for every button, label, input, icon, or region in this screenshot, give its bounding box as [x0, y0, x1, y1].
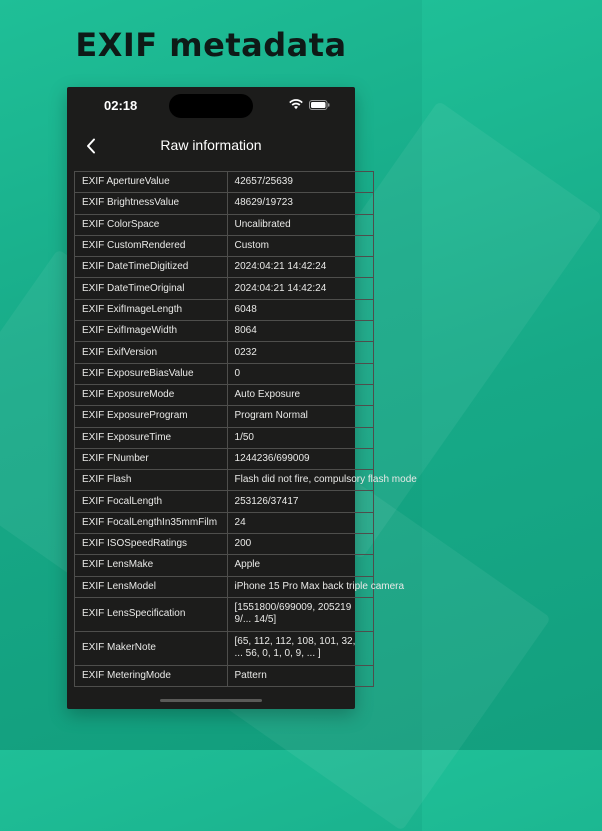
row-value: 0232 [227, 342, 373, 363]
table-row [75, 448, 374, 469]
row-value: Pattern [227, 665, 373, 686]
row-value: 8064 [227, 321, 373, 342]
table-row [75, 470, 374, 491]
table-row [75, 512, 374, 533]
row-key: EXIF FocalLength [75, 491, 228, 512]
table-row [75, 631, 374, 665]
row-key: EXIF ApertureValue [75, 172, 228, 193]
row-key: EXIF LensModel [75, 576, 228, 597]
row-key: EXIF LensMake [75, 555, 228, 576]
row-key: EXIF CustomRendered [75, 235, 228, 256]
home-indicator[interactable] [160, 699, 262, 702]
table-row [75, 342, 374, 363]
table-row [75, 534, 374, 555]
table-row [75, 257, 374, 278]
row-key: EXIF FocalLengthIn35mmFilm [75, 512, 228, 533]
table-row [75, 597, 374, 631]
row-key: EXIF ColorSpace [75, 214, 228, 235]
row-value: 24 [227, 512, 373, 533]
row-key: EXIF MakerNote [75, 631, 228, 665]
row-key: EXIF ExposureProgram [75, 406, 228, 427]
table-row [75, 665, 374, 686]
row-value: Uncalibrated [227, 214, 373, 235]
row-key: EXIF MeteringMode [75, 665, 228, 686]
row-value: 2024:04:21 14:42:24 [227, 257, 373, 278]
row-key: EXIF BrightnessValue [75, 193, 228, 214]
table-row [75, 406, 374, 427]
row-value: Program Normal [227, 406, 373, 427]
status-bar [67, 87, 355, 127]
row-value: [1551800/699009, 2052199/... 14/5] [227, 597, 373, 631]
table-row [75, 427, 374, 448]
row-value: 1244236/699009 [227, 448, 373, 469]
row-value: 42657/25639 [227, 172, 373, 193]
promo-headline: EXIF metadata [75, 26, 347, 64]
row-key: EXIF ExifVersion [75, 342, 228, 363]
table-row [75, 214, 374, 235]
table-row [75, 278, 374, 299]
table-row [75, 193, 374, 214]
metadata-table-container[interactable] [74, 171, 417, 687]
navigation-bar [67, 131, 355, 163]
table-row [75, 576, 374, 597]
row-value: 253126/37417 [227, 491, 373, 512]
status-time: 02:18 [104, 98, 138, 113]
row-key: EXIF ExifImageLength [75, 299, 228, 320]
table-row [75, 555, 374, 576]
row-value: Custom [227, 235, 373, 256]
row-key: EXIF DateTimeOriginal [75, 278, 228, 299]
battery-icon [309, 100, 330, 110]
row-key: EXIF DateTimeDigitized [75, 257, 228, 278]
dynamic-island [169, 94, 253, 118]
row-key: EXIF ExifImageWidth [75, 321, 228, 342]
table-row [75, 491, 374, 512]
table-row [75, 299, 374, 320]
row-value: Auto Exposure [227, 384, 373, 405]
row-value: 200 [227, 534, 373, 555]
row-key: EXIF ExposureTime [75, 427, 228, 448]
row-value: [65, 112, 112, 108, 101, 32, ... 56, 0, 1, 0, 9, ... ] [227, 631, 373, 665]
row-key: EXIF LensSpecification [75, 597, 228, 631]
metadata-table [74, 171, 417, 687]
wifi-icon [289, 99, 303, 110]
row-value: 6048 [227, 299, 373, 320]
table-row [75, 235, 374, 256]
table-row [75, 363, 374, 384]
row-key: EXIF ISOSpeedRatings [75, 534, 228, 555]
row-value: iPhone 15 Pro Max back triple camera [227, 576, 373, 597]
row-key: EXIF Flash [75, 470, 228, 491]
row-key: EXIF FNumber [75, 448, 228, 469]
table-row [75, 172, 374, 193]
table-row [75, 384, 374, 405]
phone-screen [67, 87, 417, 709]
row-value: 2024:04:21 14:42:24 [227, 278, 373, 299]
row-value: 1/50 [227, 427, 373, 448]
page-title: Raw information [160, 137, 262, 153]
row-value: 0 [227, 363, 373, 384]
row-key: EXIF ExposureMode [75, 384, 228, 405]
row-key: EXIF ExposureBiasValue [75, 363, 228, 384]
row-value: 48629/19723 [227, 193, 373, 214]
row-value: Apple [227, 555, 373, 576]
row-value: Flash did not fire, compulsory flash mode [227, 470, 373, 491]
table-row [75, 321, 374, 342]
